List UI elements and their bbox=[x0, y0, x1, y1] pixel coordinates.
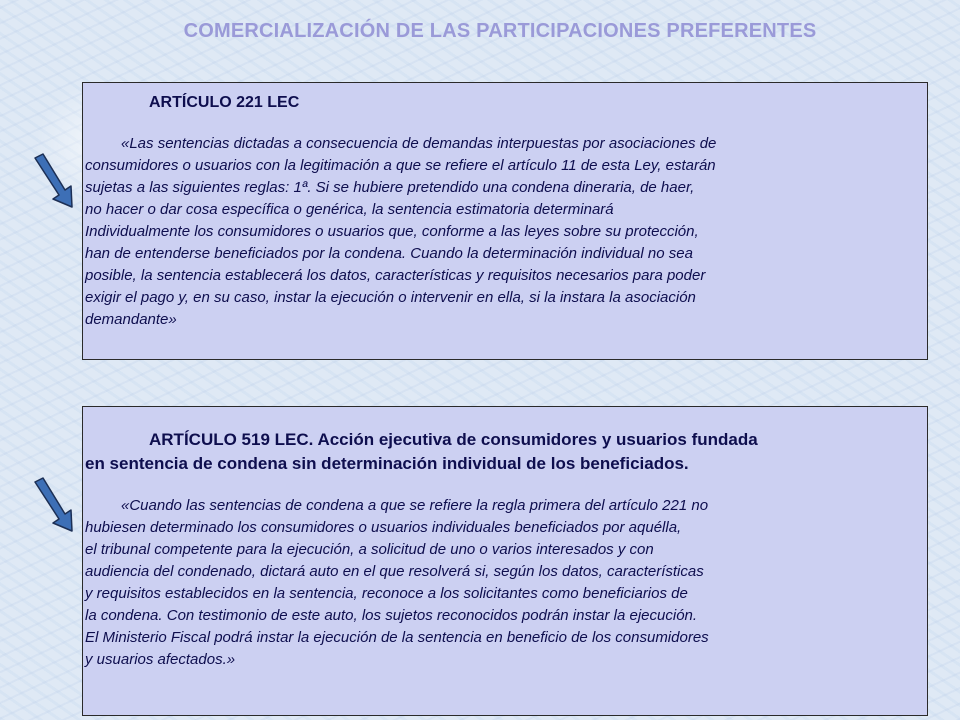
article-519-text-line: El Ministerio Fiscal podrá instar la ejecución de la sentencia en beneficio de los consumidores bbox=[85, 629, 709, 646]
article-519-text-line: hubiesen determinado los consumidores o usuarios individuales beneficiados por aquélla, bbox=[85, 519, 682, 536]
article-221-text-line: consumidores o usuarios con la legitimación a que se refiere el artículo 11 de esta Ley, estarán bbox=[85, 157, 716, 174]
article-519-text-line: el tribunal competente para la ejecución, a solicitud de uno o varios interesados y con bbox=[85, 541, 654, 558]
article-221-box bbox=[82, 82, 928, 360]
article-221-text-line: demandante» bbox=[85, 311, 177, 328]
article-221-text-line: Individualmente los consumidores o usuarios que, conforme a las leyes sobre su protección, bbox=[85, 223, 699, 240]
article-519-heading-line: en sentencia de condena sin determinación individual de los beneficiados. bbox=[85, 454, 689, 473]
article-221-text-line: exigir el pago y, en su caso, instar la ejecución o intervenir en ella, si la instara la asociación bbox=[85, 289, 696, 306]
arrow-down-right-icon bbox=[32, 476, 78, 534]
arrow-down-right-icon bbox=[32, 152, 78, 210]
article-519-heading-line: ARTÍCULO 519 LEC. Acción ejecutiva de consumidores y usuarios fundada bbox=[149, 430, 758, 449]
article-519-text-line: la condena. Con testimonio de este auto, los sujetos reconocidos podrán instar la ejecución. bbox=[85, 607, 698, 624]
article-519-heading bbox=[85, 428, 925, 476]
article-519-box bbox=[82, 406, 928, 716]
article-221-text-line: posible, la sentencia establecerá los datos, características y requisitos necesarios para poder bbox=[85, 267, 706, 284]
slide-title: COMERCIALIZACIÓN DE LAS PARTICIPACIONES PREFERENTES bbox=[183, 20, 817, 42]
article-519-text-line: y requisitos establecidos en la sentencia, reconoce a los solicitantes como beneficiarios de bbox=[85, 585, 688, 602]
article-519-text-line: audiencia del condenado, dictará auto en el que resolverá si, según los datos, características bbox=[85, 563, 704, 580]
article-221-heading-text: ARTÍCULO 221 LEC bbox=[149, 94, 300, 111]
article-221-text-line: han de entenderse beneficiados por la condena. Cuando la determinación individual no sea bbox=[85, 245, 693, 262]
article-221-heading bbox=[85, 91, 925, 115]
article-221-text-line: sujetas a las siguientes reglas: 1ª. Si se hubiere pretendido una condena dineraria, de haer, bbox=[85, 179, 695, 196]
article-221-text-line: no hacer o dar cosa específica o genérica, la sentencia estimatoria determinará bbox=[85, 201, 614, 218]
article-221-text-line: «Las sentencias dictadas a consecuencia de demandas interpuestas por asociaciones de bbox=[121, 135, 717, 152]
article-519-text-line: «Cuando las sentencias de condena a que se refiere la regla primera del artículo 221 no bbox=[121, 497, 709, 514]
article-519-text-line: y usuarios afectados.» bbox=[85, 651, 236, 668]
